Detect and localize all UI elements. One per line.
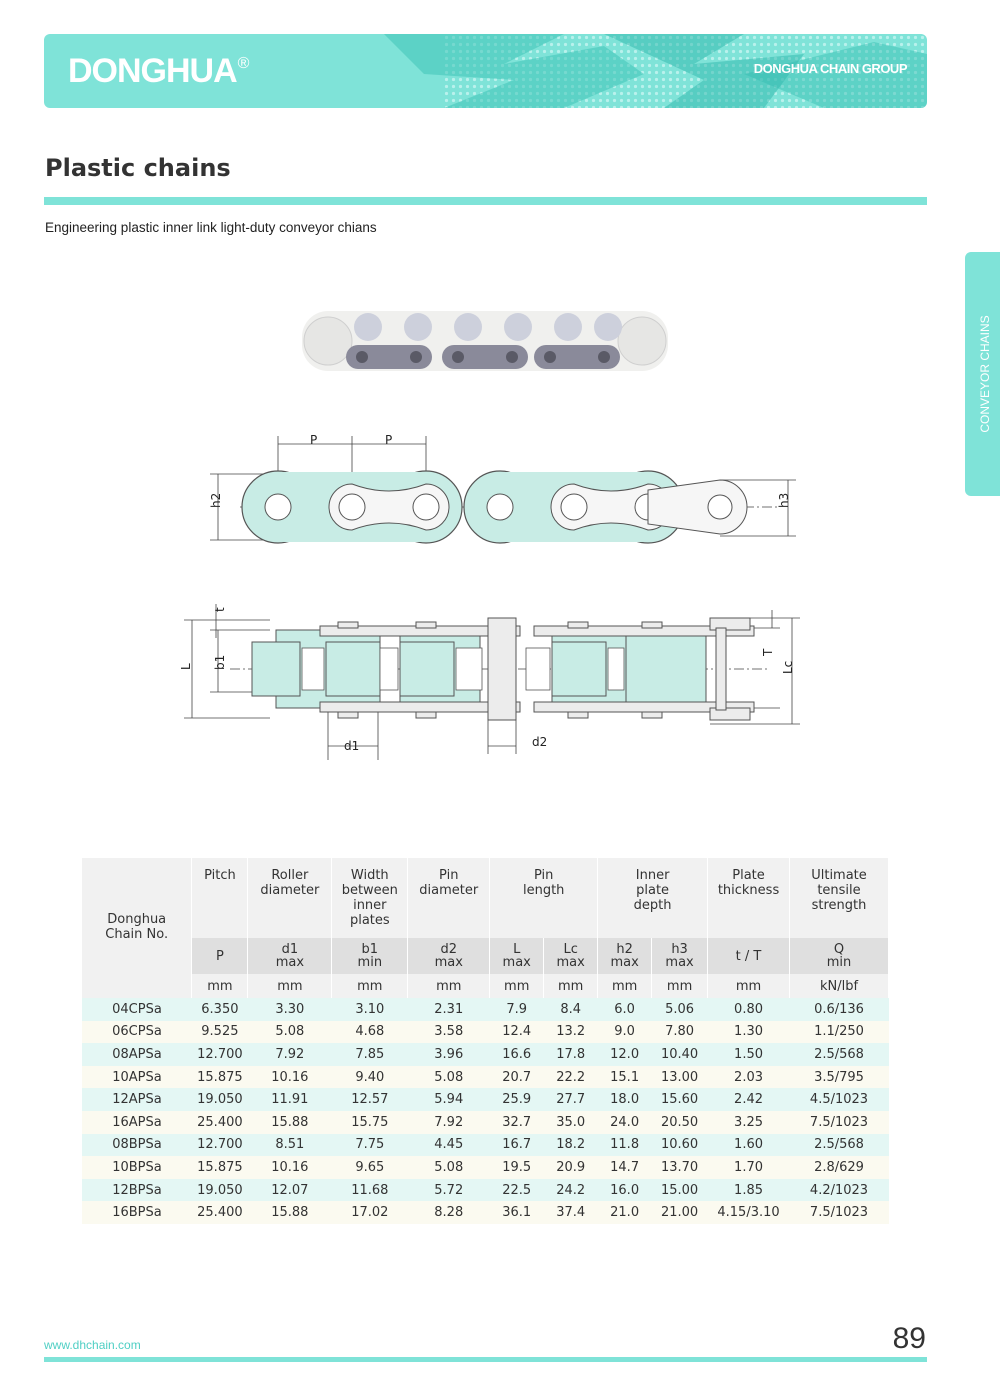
- table-cell: 8.28: [408, 1201, 490, 1224]
- label-h3: h3: [777, 492, 791, 508]
- chain-number-cell: 16BPSa: [82, 1201, 192, 1224]
- table-cell: 35.0: [544, 1111, 598, 1134]
- chain-number-cell: 06CPSa: [82, 1021, 192, 1044]
- chain-number-cell: 12APSa: [82, 1088, 192, 1111]
- table-cell: 19.050: [192, 1179, 248, 1202]
- column-group-header: Plate thickness: [708, 858, 790, 938]
- label-t: t: [213, 607, 227, 612]
- unit-header: kN/lbf: [790, 974, 889, 998]
- table-cell: 18.0: [598, 1088, 652, 1111]
- table-cell: 37.4: [544, 1201, 598, 1224]
- column-group-header: Inner plate depth: [598, 858, 708, 938]
- table-cell: 25.400: [192, 1111, 248, 1134]
- table-row: [82, 1088, 889, 1111]
- chain-photo: [298, 305, 672, 377]
- chain-number-cell: 10APSa: [82, 1066, 192, 1089]
- table-cell: 24.0: [598, 1111, 652, 1134]
- table-cell: 2.03: [708, 1066, 790, 1089]
- title-divider: [44, 197, 927, 205]
- table-cell: 2.8/629: [790, 1156, 889, 1179]
- table-cell: 4.68: [332, 1021, 408, 1044]
- unit-header: mm: [652, 974, 708, 998]
- table-cell: 7.5/1023: [790, 1111, 889, 1134]
- table-cell: 12.57: [332, 1088, 408, 1111]
- table-cell: 17.02: [332, 1201, 408, 1224]
- table-cell: 7.92: [248, 1043, 332, 1066]
- header-row-symbols: [82, 938, 889, 974]
- table-cell: 5.94: [408, 1088, 490, 1111]
- header-row-units: [82, 974, 889, 998]
- table-cell: 7.9: [490, 998, 544, 1021]
- column-group-header: Pitch: [192, 858, 248, 938]
- table-cell: 15.60: [652, 1088, 708, 1111]
- column-group-header: Pin diameter: [408, 858, 490, 938]
- label-d2: d2: [532, 735, 548, 749]
- label-d1: d1: [344, 739, 360, 753]
- table-cell: 11.68: [332, 1179, 408, 1202]
- table-cell: 25.9: [490, 1088, 544, 1111]
- table-cell: 22.2: [544, 1066, 598, 1089]
- table-cell: 1.70: [708, 1156, 790, 1179]
- page-number: 89: [892, 1322, 926, 1355]
- table-cell: 15.1: [598, 1066, 652, 1089]
- table-cell: 3.5/795: [790, 1066, 889, 1089]
- label-L: L: [179, 663, 193, 670]
- table-cell: 16.0: [598, 1179, 652, 1202]
- table-cell: 1.85: [708, 1179, 790, 1202]
- symbol-header: P: [192, 938, 248, 974]
- table-cell: 1.50: [708, 1043, 790, 1066]
- label-h2: h2: [209, 492, 223, 508]
- symbol-header: h3 max: [652, 938, 708, 974]
- table-cell: 24.2: [544, 1179, 598, 1202]
- unit-header: mm: [332, 974, 408, 998]
- table-cell: 10.40: [652, 1043, 708, 1066]
- table-cell: 15.88: [248, 1201, 332, 1224]
- table-cell: 9.525: [192, 1021, 248, 1044]
- table-cell: 27.7: [544, 1088, 598, 1111]
- table-cell: 11.8: [598, 1134, 652, 1157]
- table-cell: 12.700: [192, 1134, 248, 1157]
- table-cell: 0.6/136: [790, 998, 889, 1021]
- header-row-names: [82, 858, 889, 938]
- footer-url[interactable]: www.dhchain.com: [44, 1338, 141, 1352]
- table-cell: 10.16: [248, 1066, 332, 1089]
- table-cell: 5.08: [408, 1066, 490, 1089]
- symbol-header: b1 min: [332, 938, 408, 974]
- symbol-header: Q min: [790, 938, 889, 974]
- table-cell: 3.58: [408, 1021, 490, 1044]
- table-row: [82, 1179, 889, 1202]
- table-cell: 36.1: [490, 1201, 544, 1224]
- unit-header: mm: [490, 974, 544, 998]
- unit-header: mm: [192, 974, 248, 998]
- table-cell: 5.06: [652, 998, 708, 1021]
- table-cell: 9.65: [332, 1156, 408, 1179]
- table-cell: 12.0: [598, 1043, 652, 1066]
- table-cell: 7.92: [408, 1111, 490, 1134]
- table-cell: 20.7: [490, 1066, 544, 1089]
- table-cell: 5.08: [408, 1156, 490, 1179]
- group-name: DONGHUA CHAIN GROUP: [753, 61, 907, 76]
- table-row: [82, 1066, 889, 1089]
- unit-header: mm: [708, 974, 790, 998]
- symbol-header: Lc max: [544, 938, 598, 974]
- table-cell: 10.60: [652, 1134, 708, 1157]
- table-cell: 19.5: [490, 1156, 544, 1179]
- table-row: [82, 1021, 889, 1044]
- table-cell: 7.85: [332, 1043, 408, 1066]
- page-subtitle: Engineering plastic inner link light-duty conveyor chians: [45, 220, 377, 235]
- chain-no-header: Donghua Chain No.: [82, 858, 192, 974]
- table-cell: 5.72: [408, 1179, 490, 1202]
- table-cell: 7.80: [652, 1021, 708, 1044]
- table-cell: 13.70: [652, 1156, 708, 1179]
- header-banner: [44, 34, 927, 108]
- table-cell: 3.25: [708, 1111, 790, 1134]
- table-cell: 17.8: [544, 1043, 598, 1066]
- unit-header: mm: [598, 974, 652, 998]
- symbol-header: d1 max: [248, 938, 332, 974]
- table-cell: 15.875: [192, 1066, 248, 1089]
- table-cell: 4.45: [408, 1134, 490, 1157]
- label-T: T: [761, 648, 775, 656]
- symbol-header: d2 max: [408, 938, 490, 974]
- table-cell: 15.88: [248, 1111, 332, 1134]
- table-cell: 12.700: [192, 1043, 248, 1066]
- table-row: [82, 1156, 889, 1179]
- table-cell: 8.51: [248, 1134, 332, 1157]
- table-cell: 9.0: [598, 1021, 652, 1044]
- table-cell: 21.00: [652, 1201, 708, 1224]
- table-cell: 13.00: [652, 1066, 708, 1089]
- unit-header: mm: [248, 974, 332, 998]
- label-Lc: Lc: [781, 660, 795, 674]
- footer-divider: [44, 1357, 927, 1362]
- brand-logo: DONGHUA®: [68, 52, 249, 90]
- table-cell: 1.1/250: [790, 1021, 889, 1044]
- table-cell: 20.9: [544, 1156, 598, 1179]
- unit-cell: [82, 974, 192, 998]
- chain-top-view-diagram: [170, 604, 810, 764]
- symbol-header: h2 max: [598, 938, 652, 974]
- table-cell: 12.4: [490, 1021, 544, 1044]
- unit-header: mm: [544, 974, 598, 998]
- table-cell: 1.30: [708, 1021, 790, 1044]
- chain-side-view-diagram: [200, 432, 800, 550]
- table-cell: 1.60: [708, 1134, 790, 1157]
- table-row: [82, 1111, 889, 1134]
- spec-table-body: [82, 998, 889, 1224]
- table-row: [82, 1043, 889, 1066]
- table-cell: 3.10: [332, 998, 408, 1021]
- table-cell: 2.42: [708, 1088, 790, 1111]
- table-cell: 18.2: [544, 1134, 598, 1157]
- table-cell: 15.75: [332, 1111, 408, 1134]
- column-group-header: Width between inner plates: [332, 858, 408, 938]
- table-cell: 4.15/3.10: [708, 1201, 790, 1224]
- side-tab-conveyor-chains: CONVEYOR CHAINS: [965, 252, 1000, 496]
- table-cell: 15.875: [192, 1156, 248, 1179]
- table-cell: 6.350: [192, 998, 248, 1021]
- table-cell: 12.07: [248, 1179, 332, 1202]
- table-cell: 14.7: [598, 1156, 652, 1179]
- table-cell: 32.7: [490, 1111, 544, 1134]
- table-cell: 22.5: [490, 1179, 544, 1202]
- table-cell: 6.0: [598, 998, 652, 1021]
- unit-header: mm: [408, 974, 490, 998]
- table-cell: 11.91: [248, 1088, 332, 1111]
- symbol-header: t / T: [708, 938, 790, 974]
- label-p2: P: [385, 433, 393, 447]
- table-row: [82, 998, 889, 1021]
- table-row: [82, 1201, 889, 1224]
- table-cell: 21.0: [598, 1201, 652, 1224]
- table-cell: 3.96: [408, 1043, 490, 1066]
- chain-number-cell: 08APSa: [82, 1043, 192, 1066]
- table-cell: 2.31: [408, 998, 490, 1021]
- table-cell: 13.2: [544, 1021, 598, 1044]
- page-title: Plastic chains: [45, 154, 231, 182]
- table-cell: 16.6: [490, 1043, 544, 1066]
- table-row: [82, 1134, 889, 1157]
- label-b1: b1: [213, 654, 227, 670]
- table-cell: 16.7: [490, 1134, 544, 1157]
- column-group-header: Pin length: [490, 858, 598, 938]
- column-group-header: Ultimate tensile strength: [790, 858, 889, 938]
- table-cell: 10.16: [248, 1156, 332, 1179]
- table-cell: 25.400: [192, 1201, 248, 1224]
- table-cell: 7.75: [332, 1134, 408, 1157]
- table-cell: 2.5/568: [790, 1043, 889, 1066]
- chain-number-cell: 08BPSa: [82, 1134, 192, 1157]
- table-cell: 9.40: [332, 1066, 408, 1089]
- chain-number-cell: 12BPSa: [82, 1179, 192, 1202]
- table-cell: 7.5/1023: [790, 1201, 889, 1224]
- table-cell: 19.050: [192, 1088, 248, 1111]
- table-cell: 0.80: [708, 998, 790, 1021]
- chain-number-cell: 04CPSa: [82, 998, 192, 1021]
- table-cell: 4.5/1023: [790, 1088, 889, 1111]
- table-cell: 8.4: [544, 998, 598, 1021]
- table-cell: 20.50: [652, 1111, 708, 1134]
- table-cell: 5.08: [248, 1021, 332, 1044]
- table-cell: 3.30: [248, 998, 332, 1021]
- chain-number-cell: 10BPSa: [82, 1156, 192, 1179]
- spec-table: [82, 858, 889, 1224]
- table-cell: 15.00: [652, 1179, 708, 1202]
- table-cell: 4.2/1023: [790, 1179, 889, 1202]
- chain-number-cell: 16APSa: [82, 1111, 192, 1134]
- symbol-header: L max: [490, 938, 544, 974]
- column-group-header: Roller diameter: [248, 858, 332, 938]
- label-p1: P: [310, 433, 318, 447]
- table-cell: 2.5/568: [790, 1134, 889, 1157]
